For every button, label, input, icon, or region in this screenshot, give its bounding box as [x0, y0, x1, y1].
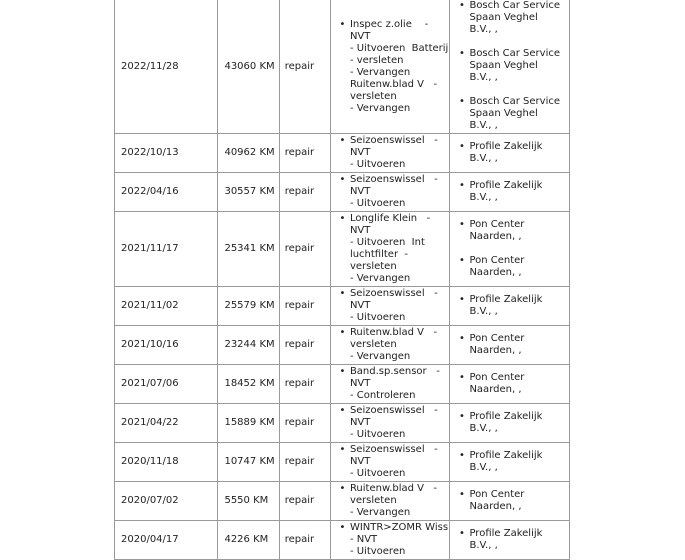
dealer-item-text: Profile Zakelijk B.V., ,	[469, 140, 543, 164]
work-item-list	[335, 135, 450, 171]
bullet-icon: •	[459, 218, 465, 230]
row-type: repair	[279, 365, 330, 404]
bullet-icon: •	[459, 488, 465, 500]
row-work	[330, 0, 450, 134]
row-date: 2021/11/02	[115, 287, 218, 326]
table-row	[115, 521, 570, 560]
maintenance-history-table	[114, 0, 570, 560]
work-item-list	[335, 522, 450, 558]
bullet-icon: •	[459, 293, 465, 305]
dealer-item	[454, 219, 569, 243]
row-dealer	[450, 0, 570, 134]
row-type: repair	[279, 212, 330, 287]
work-item-list	[335, 366, 450, 402]
row-mileage: 18452 KM	[218, 365, 279, 404]
work-item	[335, 405, 450, 441]
work-item-text: Ruitenw.blad V - versleten - Vervangen	[349, 327, 438, 362]
dealer-item-list	[454, 528, 569, 552]
bullet-icon: •	[339, 18, 346, 30]
bullet-icon: •	[339, 444, 346, 455]
bullet-icon: •	[339, 405, 346, 416]
row-type: repair	[279, 443, 330, 482]
work-item	[335, 19, 450, 115]
row-date: 2021/11/17	[115, 212, 218, 287]
row-date: 2021/10/16	[115, 326, 218, 365]
row-mileage: 43060 KM	[218, 0, 279, 134]
work-item	[335, 288, 450, 324]
dealer-item-list	[454, 294, 569, 318]
work-item-list	[335, 174, 450, 210]
bullet-icon: •	[459, 96, 465, 107]
row-dealer	[450, 404, 570, 443]
work-item	[335, 174, 450, 210]
dealer-item	[454, 372, 569, 396]
work-item-text: Seizoenswissel - NVT - Uitvoeren	[349, 174, 438, 209]
row-work	[330, 521, 450, 560]
table-row	[115, 443, 570, 482]
dealer-item-text: Profile Zakelijk B.V., ,	[469, 293, 543, 317]
work-item-list	[335, 19, 450, 115]
dealer-item-text: Pon Center Naarden, ,	[469, 488, 525, 512]
bullet-icon: •	[339, 483, 346, 494]
bullet-icon: •	[459, 449, 465, 461]
row-type: repair	[279, 521, 330, 560]
work-item-text: Seizoenswissel - NVT - Uitvoeren	[349, 444, 438, 479]
row-date: 2020/04/17	[115, 521, 218, 560]
work-item-text: Ruitenw.blad V - versleten - Vervangen	[349, 483, 438, 518]
dealer-item	[454, 411, 569, 435]
row-mileage: 25579 KM	[218, 287, 279, 326]
row-mileage: 23244 KM	[218, 326, 279, 365]
bullet-icon: •	[339, 522, 346, 533]
dealer-item-list	[454, 219, 569, 279]
work-item-list	[335, 327, 450, 363]
row-date: 2022/11/28	[115, 0, 218, 134]
dealer-item-text: Profile Zakelijk B.V., ,	[469, 449, 543, 473]
work-item-text: Inspec z.olie - NVT - Uitvoeren Batterij - versleten - Vervangen Ruitenw.blad V - versleten - Vervangen	[349, 18, 449, 114]
dealer-item-text: Profile Zakelijk B.V., ,	[469, 527, 543, 551]
dealer-item-list	[454, 0, 569, 132]
dealer-item-list	[454, 372, 569, 396]
table-row	[115, 404, 570, 443]
work-item-text: WINTR>ZOMR Wiss - NVT - Uitvoeren	[349, 522, 449, 557]
row-dealer	[450, 443, 570, 482]
row-type: repair	[279, 0, 330, 134]
bullet-icon: •	[459, 179, 465, 191]
row-mileage: 4226 KM	[218, 521, 279, 560]
bullet-icon: •	[459, 410, 465, 422]
work-item-list	[335, 213, 450, 285]
row-dealer	[450, 134, 570, 173]
work-item	[335, 522, 450, 558]
work-item-list	[335, 288, 450, 324]
bullet-icon: •	[459, 371, 465, 383]
row-date: 2020/11/18	[115, 443, 218, 482]
work-item-list	[335, 405, 450, 441]
dealer-item	[454, 180, 569, 204]
row-date: 2021/04/22	[115, 404, 218, 443]
work-item	[335, 213, 450, 285]
row-dealer	[450, 326, 570, 365]
bullet-icon: •	[339, 366, 346, 377]
row-mileage: 5550 KM	[218, 482, 279, 521]
dealer-item	[454, 450, 569, 474]
table-row	[115, 482, 570, 521]
dealer-item-text: Profile Zakelijk B.V., ,	[469, 179, 543, 203]
work-item-list	[335, 444, 450, 480]
row-dealer	[450, 521, 570, 560]
table-row	[115, 173, 570, 212]
dealer-item	[454, 489, 569, 513]
dealer-item-text: Pon Center Naarden, ,	[469, 254, 525, 278]
table-row	[115, 0, 570, 134]
dealer-item	[454, 48, 569, 84]
work-item-text: Band.sp.sensor - NVT - Controleren	[349, 366, 440, 401]
dealer-item-text: Bosch Car Service Spaan Veghel B.V., ,	[469, 0, 561, 35]
work-item	[335, 366, 450, 402]
dealer-item-list	[454, 450, 569, 474]
row-dealer	[450, 365, 570, 404]
dealer-item-text: Pon Center Naarden, ,	[469, 332, 525, 356]
row-type: repair	[279, 482, 330, 521]
dealer-item	[454, 528, 569, 552]
dealer-item	[454, 294, 569, 318]
work-item-text: Longlife Klein - NVT - Uitvoeren Int luchtfilter - versleten - Vervangen	[349, 213, 431, 284]
bullet-icon: •	[339, 288, 346, 299]
row-work	[330, 443, 450, 482]
maintenance-history-body	[115, 0, 570, 560]
bullet-icon: •	[459, 332, 465, 344]
row-mileage: 30557 KM	[218, 173, 279, 212]
dealer-item-text: Pon Center Naarden, ,	[469, 371, 525, 395]
work-item	[335, 444, 450, 480]
bullet-icon: •	[339, 213, 346, 224]
row-mileage: 15889 KM	[218, 404, 279, 443]
row-type: repair	[279, 404, 330, 443]
row-dealer	[450, 482, 570, 521]
table-row	[115, 326, 570, 365]
dealer-item	[454, 333, 569, 357]
row-date: 2022/04/16	[115, 173, 218, 212]
dealer-item-text: Profile Zakelijk B.V., ,	[469, 410, 543, 434]
work-item-text: Seizoenswissel - NVT - Uitvoeren	[349, 288, 438, 323]
work-item-text: Seizoenswissel - NVT - Uitvoeren	[349, 405, 438, 440]
row-work	[330, 365, 450, 404]
table-row	[115, 287, 570, 326]
dealer-item	[454, 141, 569, 165]
row-work	[330, 287, 450, 326]
row-date: 2022/10/13	[115, 134, 218, 173]
work-item	[335, 135, 450, 171]
dealer-item-list	[454, 333, 569, 357]
bullet-icon: •	[339, 135, 346, 146]
table-row	[115, 365, 570, 404]
work-item-text: Seizoenswissel - NVT - Uitvoeren	[349, 135, 438, 170]
row-dealer	[450, 287, 570, 326]
dealer-item-list	[454, 411, 569, 435]
table-row	[115, 212, 570, 287]
dealer-item	[454, 255, 569, 279]
dealer-item	[454, 96, 569, 132]
row-work	[330, 404, 450, 443]
row-date: 2020/07/02	[115, 482, 218, 521]
row-work	[330, 212, 450, 287]
row-type: repair	[279, 173, 330, 212]
bullet-icon: •	[459, 527, 465, 539]
row-type: repair	[279, 287, 330, 326]
row-type: repair	[279, 134, 330, 173]
dealer-item-list	[454, 489, 569, 513]
bullet-icon: •	[459, 0, 465, 11]
row-date: 2021/07/06	[115, 365, 218, 404]
dealer-item-list	[454, 141, 569, 165]
dealer-item-text: Pon Center Naarden, ,	[469, 218, 525, 242]
bullet-icon: •	[459, 48, 465, 59]
work-item	[335, 327, 450, 363]
row-work	[330, 134, 450, 173]
row-mileage: 10747 KM	[218, 443, 279, 482]
dealer-item-text: Bosch Car Service Spaan Veghel B.V., ,	[469, 96, 561, 131]
bullet-icon: •	[459, 254, 465, 266]
table-row	[115, 134, 570, 173]
row-dealer	[450, 212, 570, 287]
row-type: repair	[279, 326, 330, 365]
row-mileage: 25341 KM	[218, 212, 279, 287]
dealer-item	[454, 0, 569, 36]
bullet-icon: •	[339, 327, 346, 338]
row-mileage: 40962 KM	[218, 134, 279, 173]
row-work	[330, 326, 450, 365]
row-dealer	[450, 173, 570, 212]
bullet-icon: •	[459, 140, 465, 152]
dealer-item-text: Bosch Car Service Spaan Veghel B.V., ,	[469, 48, 561, 83]
row-work	[330, 173, 450, 212]
bullet-icon: •	[339, 174, 346, 185]
row-work	[330, 482, 450, 521]
dealer-item-list	[454, 180, 569, 204]
